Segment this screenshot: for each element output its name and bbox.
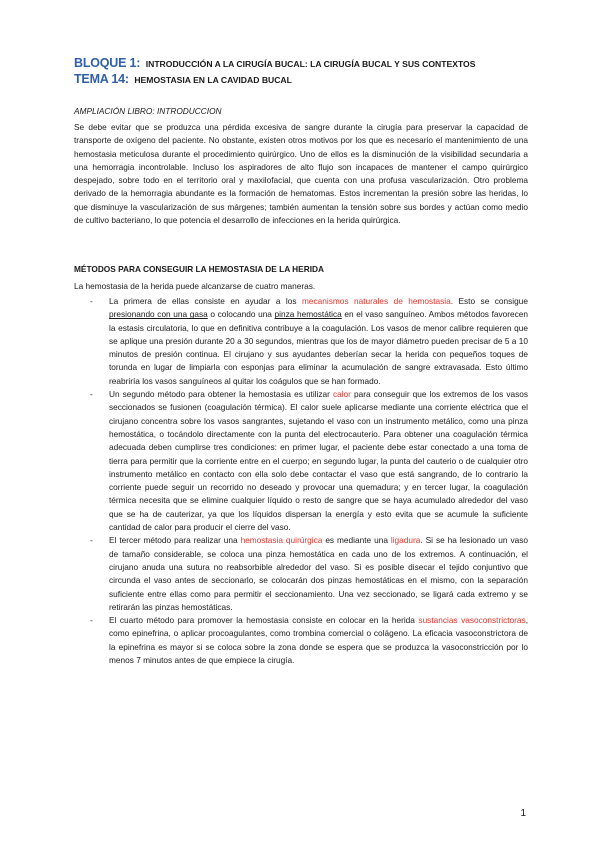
methods-heading: MÉTODOS PARA CONSEGUIR LA HEMOSTASIA DE LA HERIDA <box>74 264 324 274</box>
methods-lead: La hemostasia de la herida puede alcanzarse de cuatro maneras. <box>74 281 316 291</box>
page-number: 1 <box>520 808 526 819</box>
highlight-text: mecanismos naturales de hemostasia <box>302 296 451 306</box>
text-run: Un segundo método para obtener la hemostasia es utilizar <box>109 389 333 400</box>
text-run: El cuarto método para promover la hemostasia consiste en colocar en la herida <box>109 615 419 626</box>
highlight-text: hemostasia quirúrgica <box>240 535 323 546</box>
highlight-text: sustancias vasoconstrictoras <box>418 615 526 626</box>
section-subtitle: AMPLIACIÓN LIBRO: INTRODUCCION <box>74 106 222 116</box>
text-run: , como epinefrina, o aplicar procoagulantes, como trombina comercial o colágeno. La eficacia vasoconstrictora de la epinefrina es mayor si se coloca sobre la zona donde se espera que se produzca la vasoconstricción por lo menos 7 minutos antes de que empiece la cirugía. <box>109 615 528 666</box>
bullet-dash: - <box>90 535 93 546</box>
intro-paragraph: Se debe evitar que se produzca una pérdida excesiva de sangre durante la cirugía para preservar la capacidad de transporte de oxígeno del paciente. No obstante, existen otros motivos por los que es necesario el mantenimiento de una hemostasia meticulosa durante el procedimiento quirúrgico. Uno de ellos es la disminución de la visibilidad secundaria a una hemorragia incontrolable. Incluso los aspiradores de alto flujo son incapaces de mantener el campo quirúrgico despejado, sobre todo en el territorio oral y maxilofacial, que cuenta con una profusa vascularización. Otro problema derivado de la hemorragia abundante es la formación de hematomas. Estos incrementan la presión sobre las heridas, lo que disminuye la vascularización de sus márgenes; también aumentan la tensión sobre sus bordes y actúan como medio de cultivo bacteriano, lo que potencia el desarrollo de infecciones en la herida quirúrgica. <box>74 122 528 226</box>
methods-list <box>74 295 528 667</box>
bullet-dash: - <box>90 296 93 306</box>
bullet-dash: - <box>90 389 93 400</box>
text-run: es mediante una <box>322 535 391 546</box>
block-tag: BLOQUE 1: <box>74 56 141 70</box>
block-title: INTRODUCCIÓN A LA CIRUGÍA BUCAL: LA CIRUGÍA BUCAL Y SUS CONTEXTOS <box>145 59 476 69</box>
highlight-text: calor <box>332 389 351 400</box>
text-run: o colocando una <box>207 309 275 320</box>
underlined-text: presionando con una gasa <box>109 309 208 320</box>
topic-tag: TEMA 14: <box>74 72 129 86</box>
text-run: . Si se ha lesionado un vaso de tamaño considerable, se coloca una pinza hemostática en cada uno de los extremos. A continuación, el cirujano anuda una sutura no reabsorbible alrededor del vaso. Si es posible disecar el tejido conjuntivo que circunda el vaso antes de seccionarlo, se colocarán dos pinzas hemostáticas en el mismo, con la separación suficiente entre ellas como para permitir el seccionamiento. Una vez seccionado, se ligará cada extremo y se retirarán las pinzas hemostáticas. <box>109 535 528 612</box>
list-item <box>74 534 528 614</box>
list-item <box>74 388 528 534</box>
topic-title: HEMOSTASIA EN LA CAVIDAD BUCAL <box>134 75 292 85</box>
text-run: para conseguir que los extremos de los vasos seccionados se fusionen (coagulación térmica). El calor suele aplicarse mediante una corriente eléctrica que el cirujano concentra sobre los vasos sangrantes, sujetando el vaso con un instrumento metálico, como una pinza hemostática, o tocándolo directamente con la punta del electrocauterio. Para obtener una coagulación térmica adecuada deben cumplirse tres condiciones: en primer lugar, el paciente debe estar conectado a una toma de tierra para permitir que la corriente entre en el cuerpo; en segundo lugar, la punta del cauterio o de cualquier otro instrumento metálico en contacto con ella solo debe contactar el vaso que está sangrando, de lo contrario la corriente puede seguir un recorrido no deseado y provocar una quemadura; y en tercer lugar, la coagulación térmica necesita que se elimine cualquier líquido o resto de sangre que se haya acumulado alrededor del vaso que se ha de cauterizar, ya que los líquidos dispersan la energía y esto evita que se acumule la suficiente cantidad de calor para producir el cierre del vaso. <box>109 389 528 533</box>
text-run: El tercer método para realizar una <box>109 535 241 546</box>
text-run: . Esto se consigue <box>450 296 528 306</box>
bullet-dash: - <box>90 615 93 626</box>
highlight-text: ligadura <box>390 535 421 546</box>
topic-header <box>74 70 292 88</box>
list-item <box>74 614 528 667</box>
text-run: La primera de ellas consiste en ayudar a los <box>109 296 302 306</box>
underlined-text: pinza hemostática <box>274 309 342 320</box>
list-item <box>74 295 528 388</box>
text-run: en el vaso sanguíneo. Ambos métodos favorecen la estasis circulatoria, lo que en definitiva contribuye a la coagulación. Los vasos de menor calibre requieren que se aplique una presión durante 20 a 30 segundos, mientras que los de mayor diámetro pueden precisar de 5 a 10 minutos de presión continua. El cirujano y sus ayudantes deberían secar la herida con pequeños toques de torunda en lugar de limpiarla con esponjas para eliminar la acumulación de sangre extravasada. Esto último reabriría los vasos sanguíneos al quitar los coágulos que se han formado. <box>109 309 529 386</box>
